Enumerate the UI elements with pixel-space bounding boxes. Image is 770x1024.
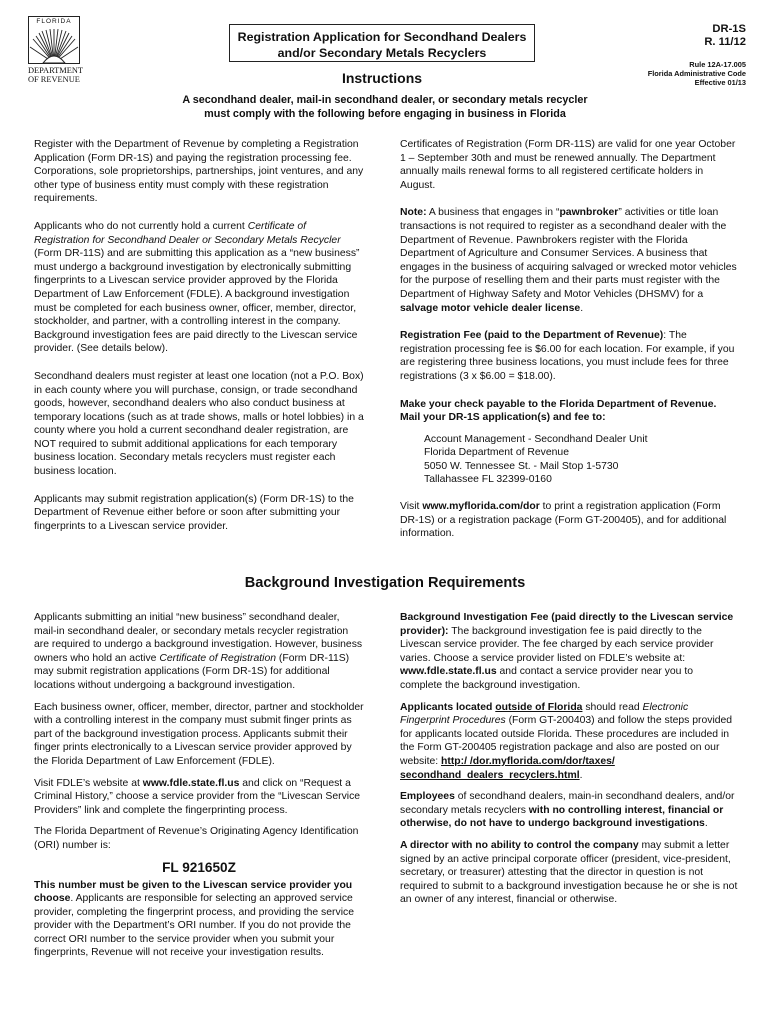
link-fdle-fee[interactable]: www.fdle.state.fl.us [400, 666, 497, 678]
form-revision: R. 11/12 [704, 36, 746, 48]
sunburst-icon [29, 25, 79, 63]
paragraph-outside-florida: Applicants located outside of Florida should read Electronic Fingerprint Procedures (Form GT-200403) and follow the steps provided for applicants located outside Florida. These procedures are included in the Form GT-200405 registration package and also are posted on our website: http:/ /dor.myflorida.com/dor/taxes/ secondhand_dealers_recyclers.html. [400, 701, 733, 781]
intro-statement: A secondhand dealer, mail-in secondhand dealer, or secondary metals recycler must comply with the following before engaging in business in Florida [182, 94, 588, 120]
paragraph-ori-instructions: This number must be given to the Livescan service provider you choose. Applicants are responsible for selecting an approved service provider, completing the fingerprint process, and providing the service provider with the Department’s ORI number. If you do not provide the correct ORI number to the service provider when you submit your fingerprints, Revenue will not receive your investigation results. [34, 879, 354, 959]
rule-reference: Rule 12A-17.005 Florida Administrative Code Effective 01/13 [647, 60, 746, 87]
paragraph-visit-website: Visit www.myflorida.com/dor to print a registration application (Form DR-1S) or a registration package (Form GT-200405), and for additional information. [400, 501, 727, 540]
paragraph-director: A director with no ability to control the company may submit a letter signed by an active principal corporate officer (president, vice-president, secretary, or treasurer) attesting that the director in question is not required to submit to a background investigation because he or she is not an owner of any interest, financial or otherwise. [400, 839, 738, 906]
ori-number: FL 921650Z [162, 859, 236, 875]
link-secondhand-dealers[interactable]: http:/ /dor.myflorida.com/dor/taxes/ secondhand_dealers_recyclers.html [400, 755, 615, 781]
paragraph-employees: Employees of secondhand dealers, main-in secondhand dealers, and/or secondary metals recyclers with no controlling interest, financial or otherwise, do not have to undergo background investigations. [400, 791, 735, 830]
left-column-top [34, 138, 364, 533]
logo-emblem [28, 16, 80, 64]
form-id [704, 23, 746, 49]
right-column-bottom [400, 611, 738, 907]
form-number: DR-1S [712, 23, 746, 35]
left-column-bottom [34, 611, 364, 960]
mailing-address: Account Management - Secondhand Dealer Unit Florida Department of Revenue 5050 W. Tennessee St. - Mail Stop 1-5730 Tallahassee FL 32399-0160 [424, 433, 648, 486]
form-title-line2: and/or Secondary Metals Recyclers [277, 46, 487, 60]
form-title-box [229, 24, 535, 62]
paragraph-locations: Secondhand dealers must register at least one location (not a P.O. Box) in each county where you will purchase, consign, or trade secondhand goods, however, secondhand dealers who also conduct business at temporary locations (such as at trade shows, malls or hotel lobbies) in a county where you hold a current secondhand dealer registration, are NOT required to submit additional applications for each temporary business location. Secondary metals recyclers must register each business location. [34, 370, 364, 478]
paragraph-investigation-fee: Background Investigation Fee (paid directly to the Livescan service provider): The background investigation fee is paid directly to the Livescan service provider. The fee charged by each service provider varies. Choose a service provider listed on FDLE’s website at: www.fdle.state.fl.us and contact a service provider near you to complete the background investigation. [400, 612, 734, 691]
section-background-investigation-title: Background Investigation Requirements [244, 575, 526, 591]
link-myflorida-dor[interactable]: www.myflorida.com/dor [422, 501, 540, 513]
paragraph-register: Register with the Department of Revenue by completing a Registration Application (Form DR-1S) and paying the registration processing fee. Corporations, sole proprietorships, partnerships, joint ventures, and any other type of business entity must comply with these registration requirements. [34, 139, 364, 205]
paragraph-certificate-validity: Certificates of Registration (Form DR-11S) are valid for one year October 1 – September 30th and must be renewed annually. The Department annually mails renewal forms to all registered certificate holders in August. [400, 139, 736, 191]
paragraph-ori-intro: The Florida Department of Revenue’s Originating Agency Identification (ORI) number is: [34, 826, 359, 851]
logo-word: FLORIDA [36, 18, 72, 25]
form-title-line1: Registration Application for Secondhand Dealers [237, 30, 527, 44]
link-fdle[interactable]: www.fdle.state.fl.us [142, 777, 240, 789]
paragraph-registration-fee: Registration Fee (paid to the Department of Revenue): The registration processing fee is $6.00 for each location. For example, if you are registering three business locations, you must include fees for three registrations (3 x $6.00 = $18.00). [400, 330, 735, 382]
instructions-heading: Instructions [341, 70, 423, 86]
paragraph-applicants-new: Applicants who do not currently hold a current Certificate of Registration for Secondhand Dealer or Secondary Metals Recycler (Form DR-11S) and are submitting this application as a “new business” must undergo a background investigation by electronically submitting fingerprints to a Livescan service provider approved by the Florida Department of Law Enforcement (FDLE). A background investigation must be completed for each business owner, officer, member, director, stockholder, and partner, with a controlling interest in the company. Background investigation fees are paid directly to the Livescan service provider. (See details below). [34, 220, 360, 355]
paragraph-check-payable: Make your check payable to the Florida Department of Revenue. Mail your DR-1S application(s) and fee to: [400, 398, 717, 424]
florida-dor-logo [28, 16, 84, 84]
paragraph-owners-fingerprints: Each business owner, officer, member, director, partner and stockholder with a controlling interest in the company must submit finger prints as part of the background investigation process. Applicants submit their finger prints electronically to a Livescan service provider approved by the Florida Department of Law Enforcement (FDLE). [34, 701, 364, 767]
right-column-top [400, 138, 738, 541]
paragraph-initial-applicants: Applicants submitting an initial “new business” secondhand dealer, mail-in secondhand dealer, or secondary metals recycler registration are required to undergo a background investigation. However, business owners who hold an active Certificate of Registration (Form DR-11S) may submit registration applications (Form DR-1S) for additional locations without undergoing a background investigation. [34, 612, 363, 691]
logo-department-text: DEPARTMENT OF REVENUE [28, 66, 84, 84]
paragraph-visit-fdle: Visit FDLE’s website at www.fdle.state.fl.us and click on “Request a Criminal History,” choose a service provider from the “Livescan Service Providers” link and complete the fingerprinting process. [34, 777, 361, 816]
paragraph-submit-timing: Applicants may submit registration application(s) (Form DR-1S) to the Department of Revenue either before or soon after submitting your fingerprints to a Livescan service provider. [34, 493, 354, 532]
paragraph-note-pawnbroker: Note: A business that engages in “pawnbroker” activities or title loan transactions is not required to register as a secondhand dealer with the Department of Revenue. Pawnbrokers register with the Florida Department of Agriculture and Consumer Services. A business that engages in the business of acquiring salvaged or wrecked motor vehicles for the purpose of reselling them and their parts must register with the Department of Highway Safety and Motor Vehicles (DHSMV) for a salvage motor vehicle dealer license. [400, 207, 737, 314]
